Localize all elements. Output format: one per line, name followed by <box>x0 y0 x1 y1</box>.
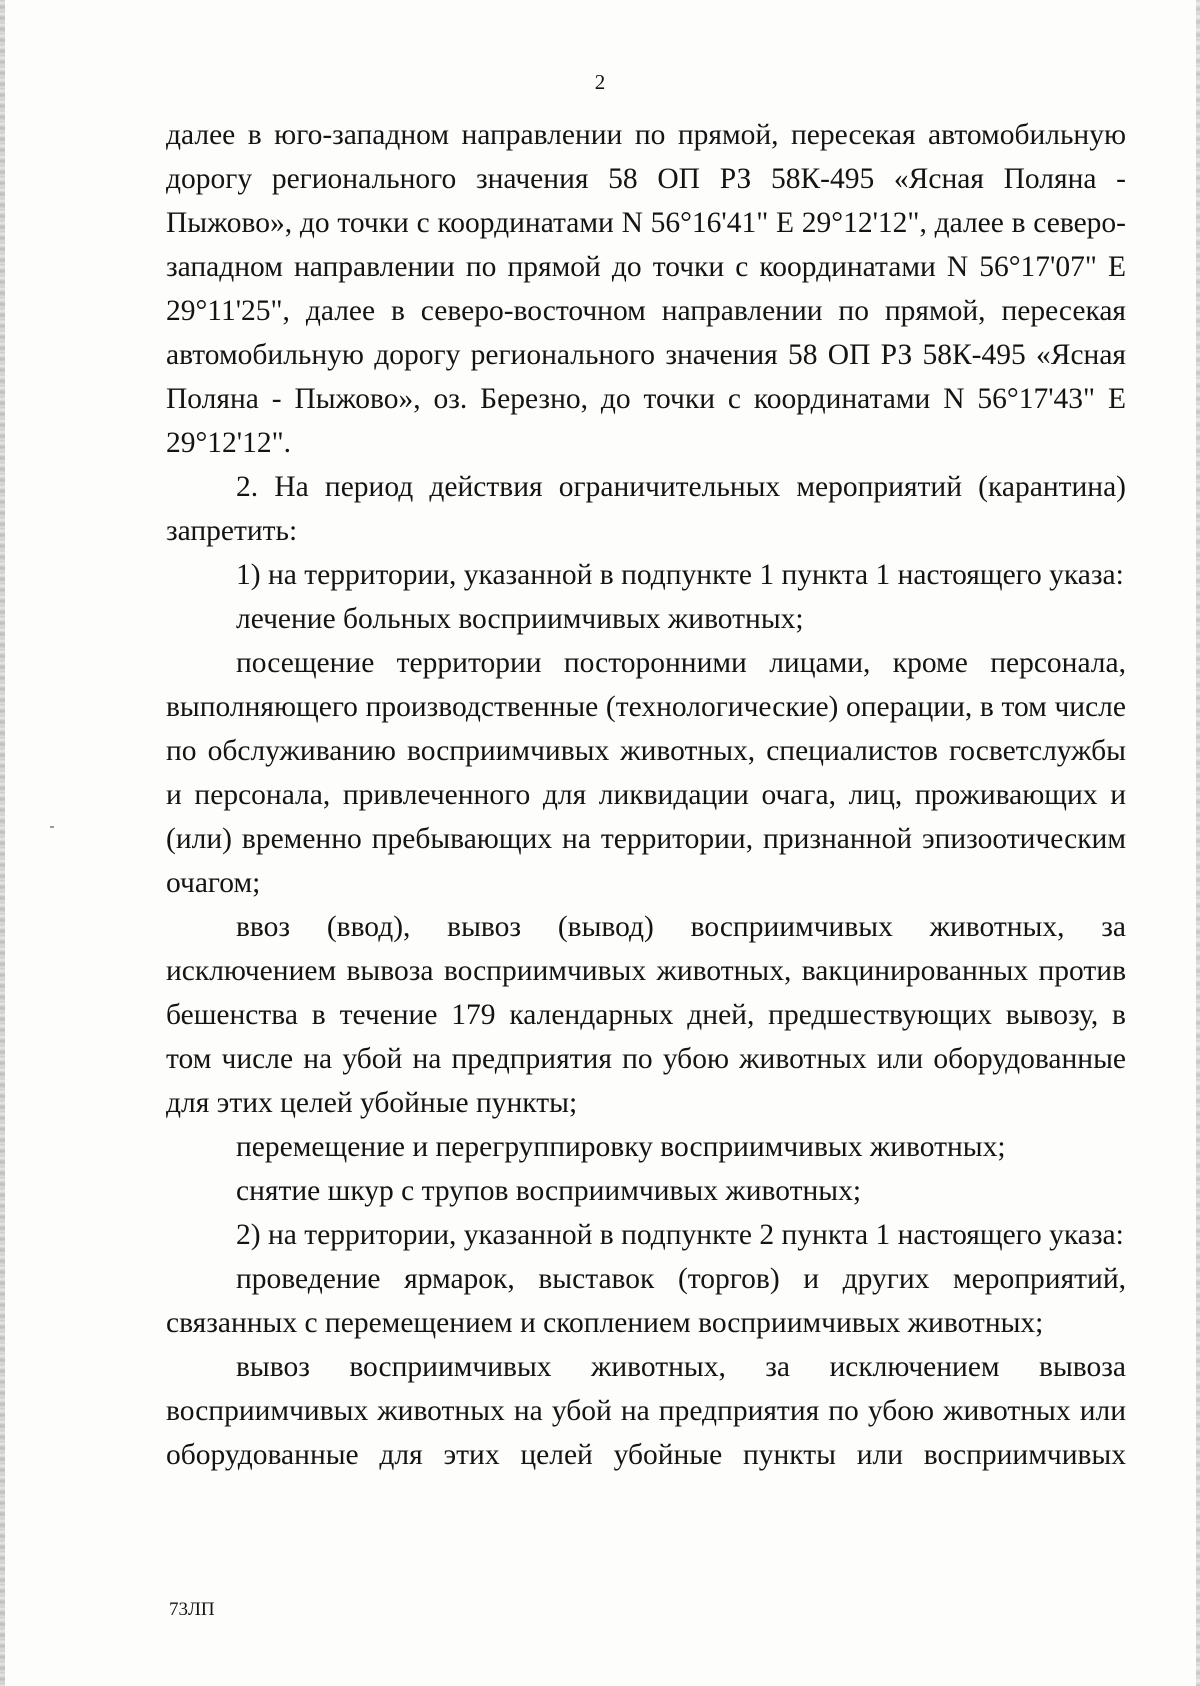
paragraph-visiting: посещение территории посторонними лицами, кроме персонала, выполняющего производственные (технологические) операции, в том числе по обслуживанию восприимчивых животных, специалистов госветслужбы и персонала, привлеченного для ликвидации очага, лиц, проживающих и (или) временно пребывающих на территории, признанной эпизоотическим очагом; <box>166 647 1126 899</box>
paragraph-subitem-2: 2) на территории, указанной в подпункте 2 пункта 1 настоящего указа: <box>236 1219 1124 1251</box>
paragraph-treatment: лечение больных восприимчивых животных; <box>236 603 804 635</box>
paragraph-route-description: далее в юго-западном направлении по прямой, пересекая автомобильную дорогу регионального значения 58 ОП РЗ 58К-495 «Ясная Поляна - Пыжово», до точки с координатами N 56°16'41" E 29°12'12", далее в северо-западном направлении по прямой до точки с координатами N 56°17'07" E 29°11'25", далее в северо-восточном направлении по прямой, пересекая автомобильную дорогу регионального значения 58 ОП РЗ 58К-495 «Ясная Поляна - Пыжово», оз. Березно, до точки с координатами N 56°17'43" E 29°12'12". <box>166 119 1126 459</box>
paragraph-item-2-prohibit: 2. На период действия ограничительных мероприятий (карантина) запретить: <box>166 471 1126 547</box>
page-number: 2 <box>594 70 606 94</box>
paragraph-skinning: снятие шкур с трупов восприимчивых животных; <box>236 1175 862 1207</box>
scan-edge-left <box>0 0 5 1686</box>
scan-edge-right <box>1196 0 1200 1686</box>
paragraph-import-export: ввоз (ввод), вывоз (вывод) восприимчивых животных, за исключением вывоза восприимчивых животных, вакцинированных против бешенства в течение 179 календарных дней, предшествующих вывозу, в том числе на убой на предприятия по убою животных или оборудованные для этих целей убойные пункты; <box>166 911 1126 1119</box>
footer-document-code: 73ЛП <box>169 1599 215 1620</box>
paragraph-relocation: перемещение и перегруппировку восприимчивых животных; <box>236 1131 1006 1163</box>
paragraph-subitem-1: 1) на территории, указанной в подпункте 1 пункта 1 настоящего указа: <box>236 559 1124 591</box>
scan-speck <box>50 826 54 828</box>
document-body <box>166 113 1126 1477</box>
paragraph-export-exception: вывоз восприимчивых животных, за исключением вывоза восприимчивых животных на убой на предприятия по убою животных или оборудованные для этих целей убойные пункты или восприимчивых <box>166 1351 1126 1471</box>
paragraph-fairs: проведение ярмарок, выставок (торгов) и других мероприятий, связанных с перемещением и скоплением восприимчивых животных; <box>166 1263 1126 1339</box>
